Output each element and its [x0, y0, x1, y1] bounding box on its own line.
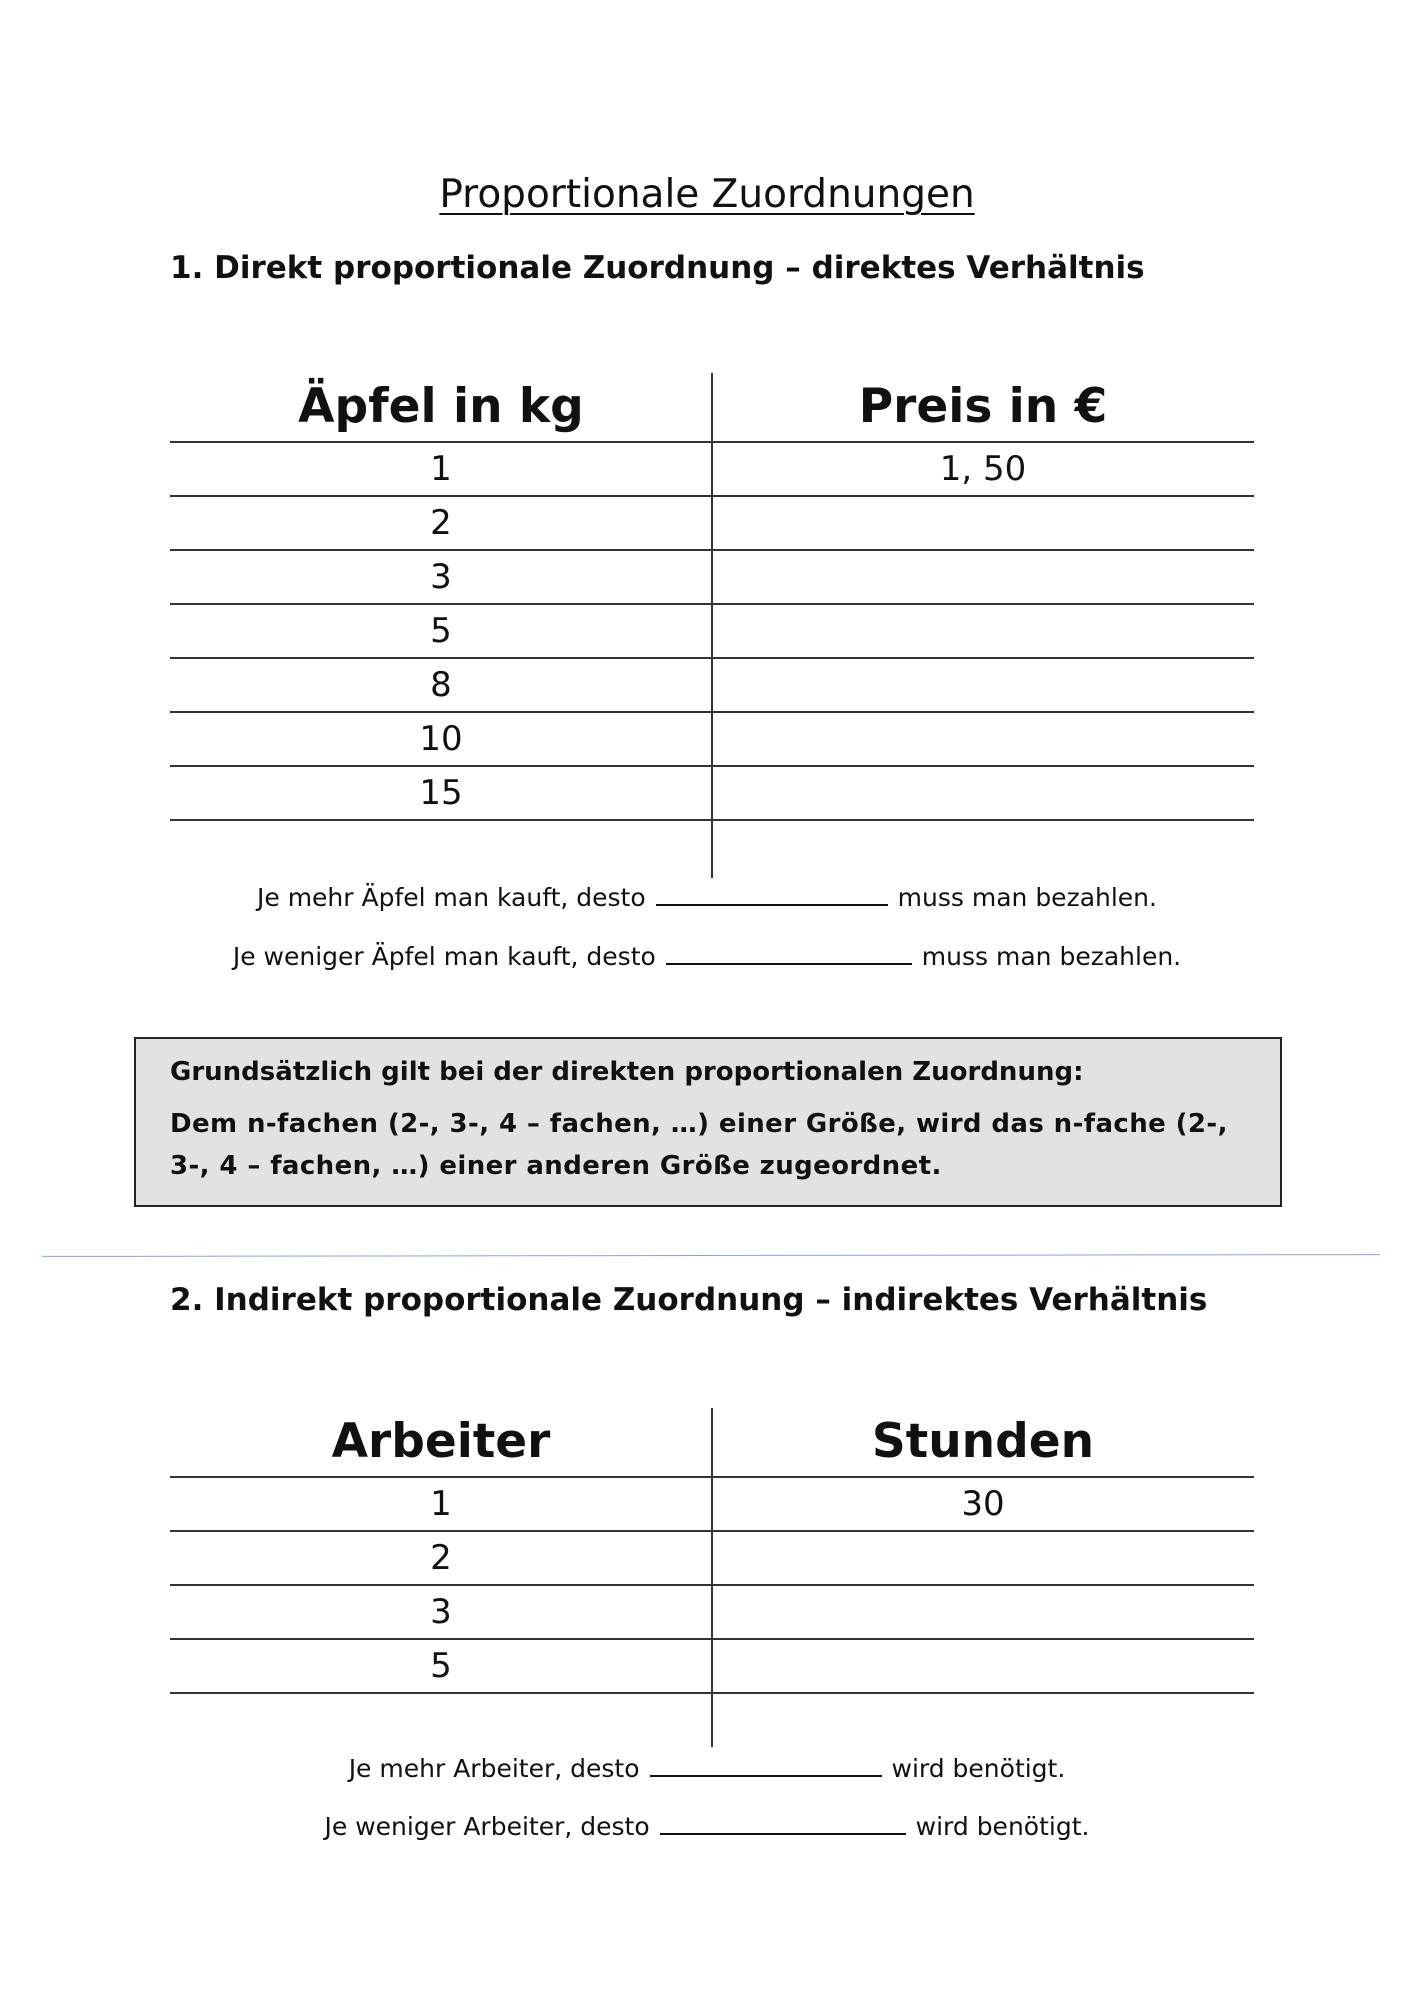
- workers-hours-table: [170, 1408, 1254, 1694]
- apples-cell: 8: [430, 665, 452, 705]
- sentence-text-after: muss man bezahlen.: [897, 883, 1157, 912]
- sentence-text-before: Je weniger Äpfel man kauft, desto: [232, 942, 656, 971]
- header-price-euro: Preis in €: [858, 379, 1108, 434]
- price-cell[interactable]: [712, 497, 1254, 549]
- apples-price-table: [170, 373, 1254, 821]
- workers-cell: 3: [430, 1592, 452, 1632]
- hours-cell[interactable]: [712, 1586, 1254, 1638]
- answer-blank[interactable]: [660, 1809, 906, 1835]
- workers-cell: 2: [430, 1538, 452, 1578]
- fill-in-sentence-more-workers: [0, 1751, 1414, 1783]
- price-cell[interactable]: [712, 551, 1254, 603]
- price-cell[interactable]: [712, 767, 1254, 819]
- hours-cell[interactable]: [712, 1532, 1254, 1584]
- sentence-text-after: wird benötigt.: [891, 1754, 1066, 1783]
- answer-blank[interactable]: [666, 939, 912, 965]
- fill-in-sentence-fewer-workers: [0, 1809, 1414, 1841]
- price-cell[interactable]: [712, 605, 1254, 657]
- sentence-text-before: Je weniger Arbeiter, desto: [324, 1812, 650, 1841]
- apples-cell: 10: [419, 719, 463, 759]
- answer-blank[interactable]: [656, 880, 888, 906]
- section-2-heading: 2. Indirekt proportionale Zuordnung – indirektes Verhältnis: [170, 1282, 1208, 1318]
- section-1-heading: 1. Direkt proportionale Zuordnung – direktes Verhältnis: [170, 250, 1145, 286]
- header-workers: Arbeiter: [331, 1414, 551, 1469]
- price-cell[interactable]: [712, 659, 1254, 711]
- table-column-divider: [711, 1408, 713, 1747]
- sentence-text-after: wird benötigt.: [915, 1812, 1090, 1841]
- hours-cell[interactable]: [712, 1640, 1254, 1692]
- header-hours: Stunden: [871, 1414, 1095, 1469]
- price-cell[interactable]: 1, 50: [939, 449, 1027, 489]
- hours-cell[interactable]: 30: [961, 1484, 1005, 1524]
- sentence-text-before: Je mehr Äpfel man kauft, desto: [257, 883, 646, 912]
- fill-in-sentence-fewer-apples: [0, 939, 1414, 971]
- rule-box: [134, 1037, 1282, 1207]
- apples-cell: 3: [430, 557, 452, 597]
- table-column-divider: [711, 373, 713, 878]
- workers-cell: 1: [430, 1484, 452, 1524]
- header-apples-kg: Äpfel in kg: [298, 379, 584, 434]
- apples-cell: 1: [430, 449, 452, 489]
- rule-title: Grundsätzlich gilt bei der direkten proportionalen Zuordnung:: [170, 1057, 1084, 1087]
- sentence-text-after: muss man bezahlen.: [921, 942, 1182, 971]
- apples-cell: 5: [430, 611, 452, 651]
- workers-cell: 5: [430, 1646, 452, 1686]
- apples-cell: 2: [430, 503, 452, 543]
- price-cell[interactable]: [712, 713, 1254, 765]
- rule-text: Dem n-fachen (2-, 3-, 4 – fachen, …) einer Größe, wird das n-fache (2-, 3-, 4 – fachen, …) einer anderen Größe zugeordnet.: [170, 1109, 1228, 1181]
- sentence-text-before: Je mehr Arbeiter, desto: [348, 1754, 640, 1783]
- page-title: Proportionale Zuordnungen: [439, 172, 975, 217]
- section-divider: [42, 1254, 1380, 1257]
- apples-cell: 15: [419, 773, 463, 813]
- fill-in-sentence-more-apples: [0, 880, 1414, 912]
- answer-blank[interactable]: [650, 1751, 882, 1777]
